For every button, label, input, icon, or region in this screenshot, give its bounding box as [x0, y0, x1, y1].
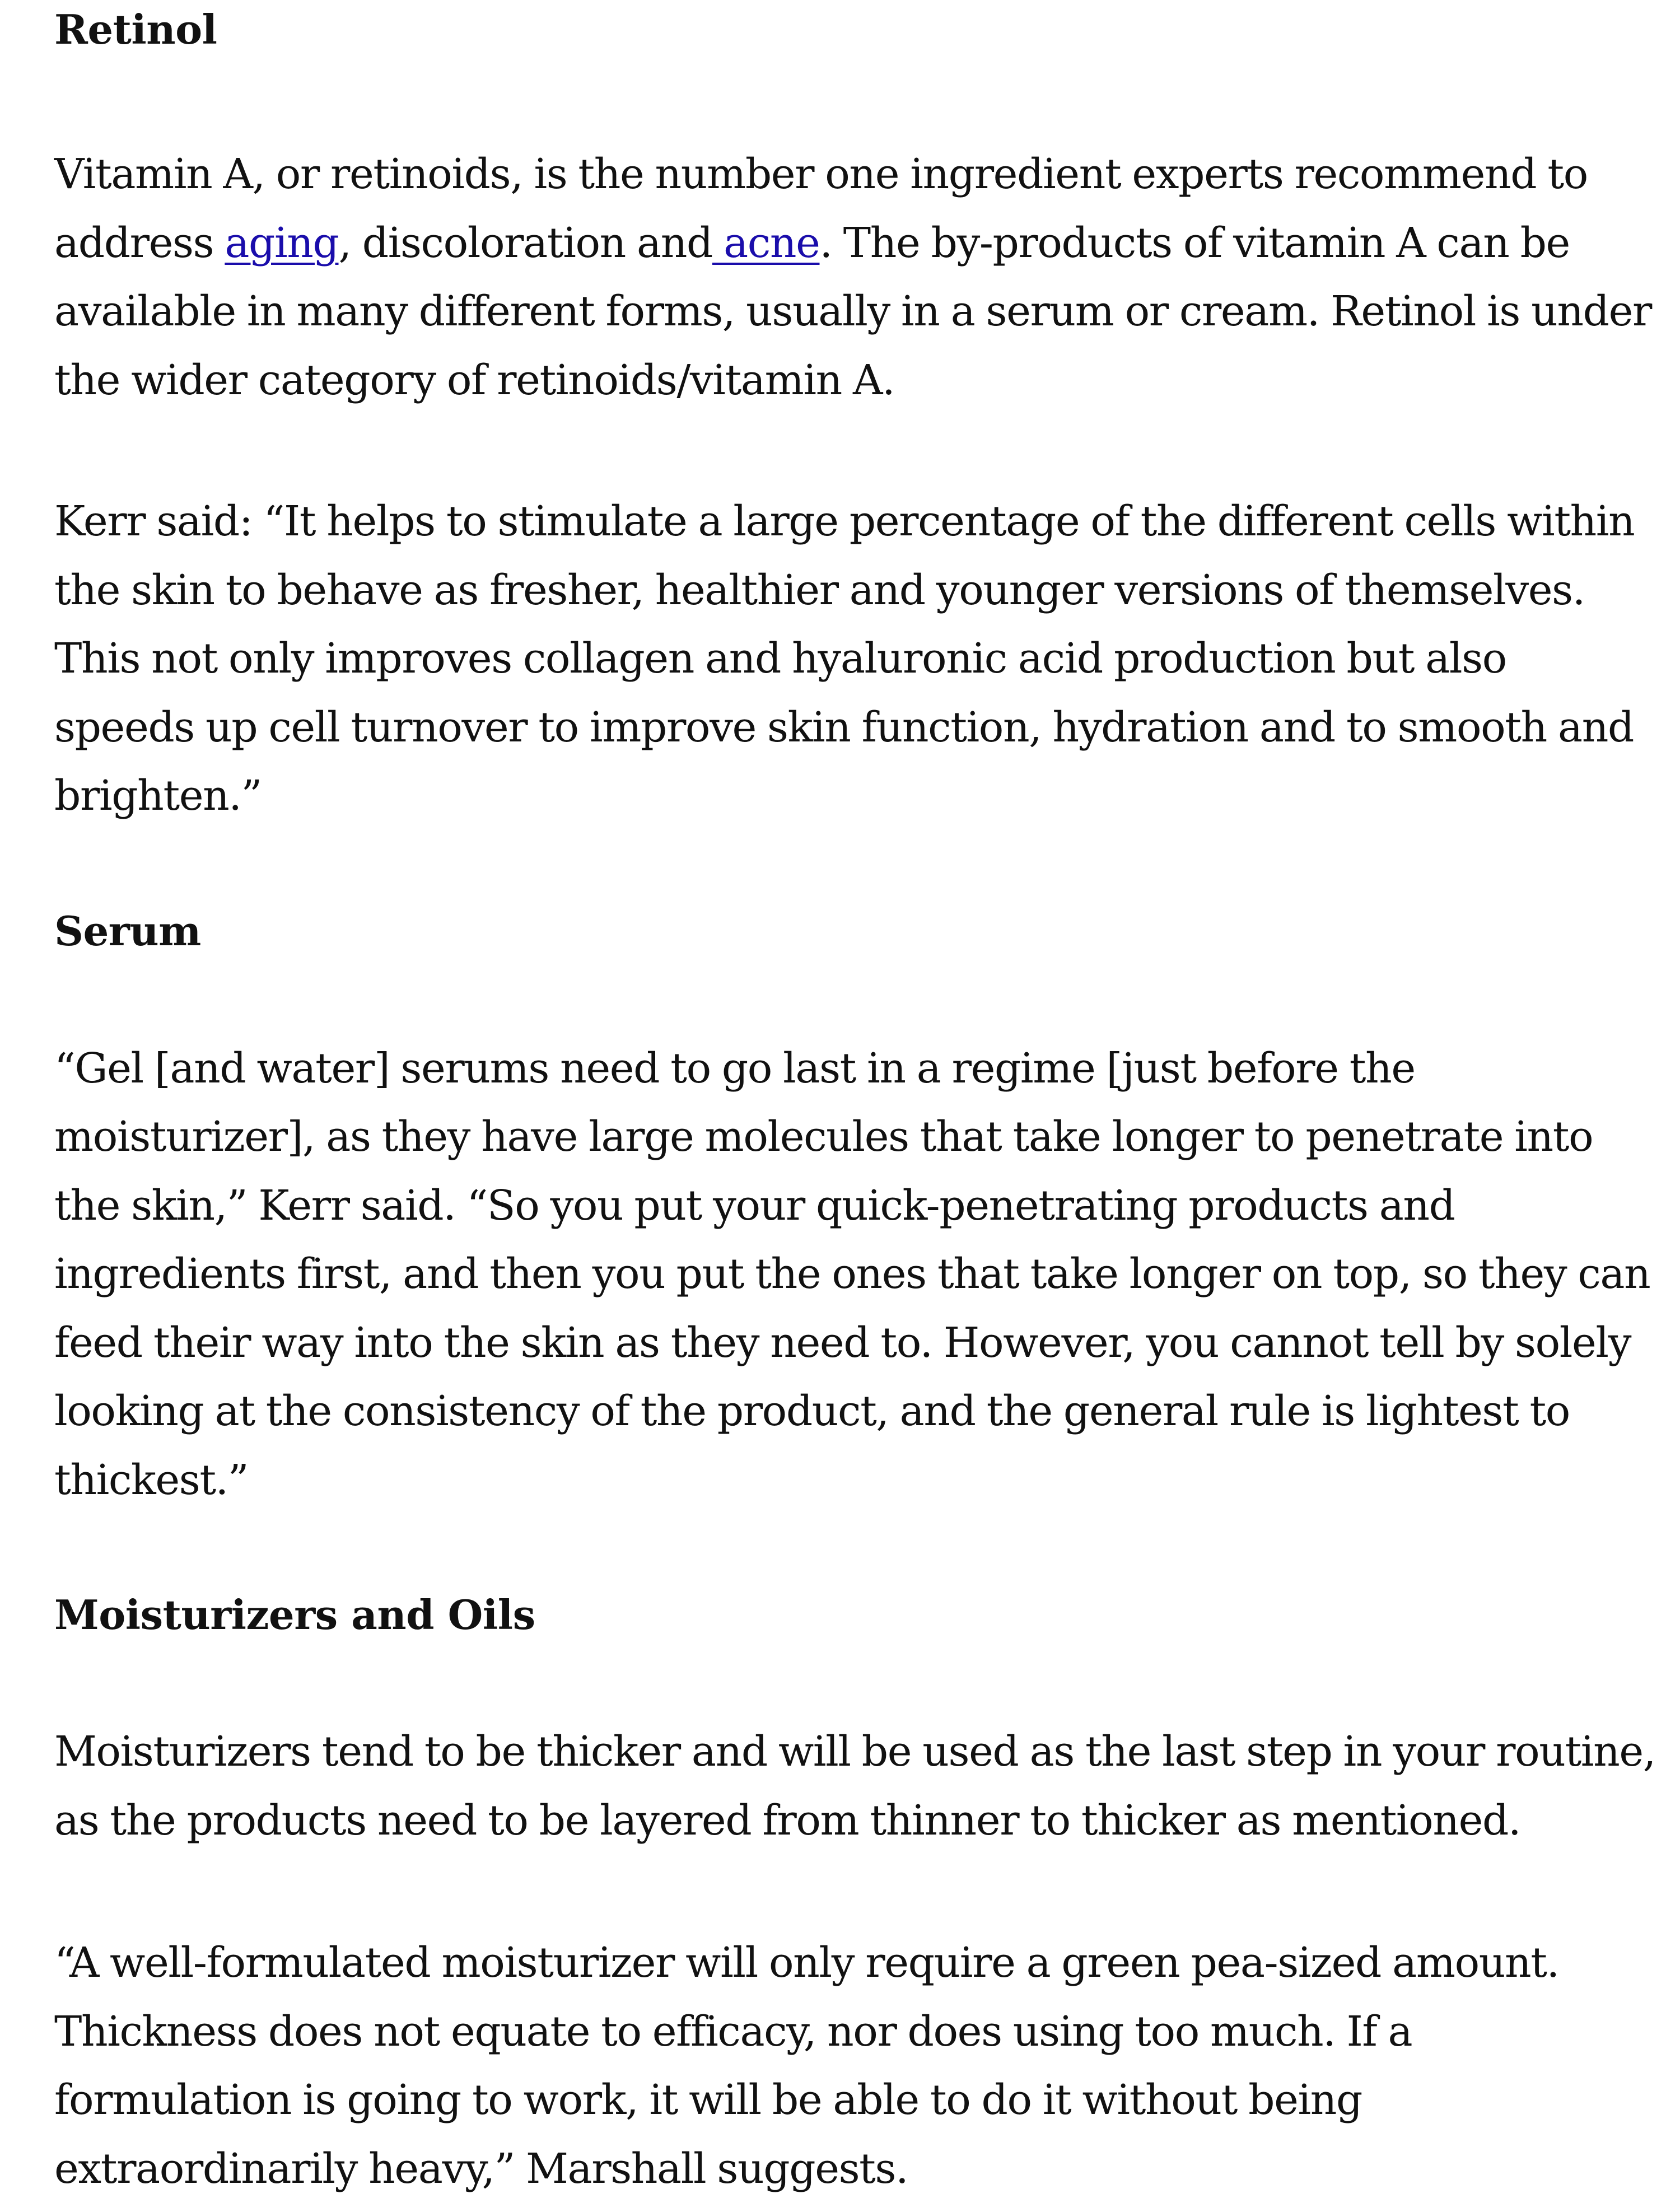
paragraph-retinol-intro [54, 140, 1656, 414]
paragraph-moisturizers-quote: “A well-formulated moisturizer will only require a green pea-sized amount. Thickness does not equate to efficacy, nor does using too much. If a formulation is going to work, it will be able to do it without being extraordinarily heavy,” Marshall suggests. [54, 1939, 1559, 2193]
paragraph-retinol-quote: Kerr said: “It helps to stimulate a large percentage of the different cells within the skin to behave as fresher, healthier and younger versions of themselves. This not only improves collagen and hyaluronic acid production but also speeds up cell turnover to improve skin function, hydration and to smooth and brighten.” [54, 497, 1635, 820]
paragraph-text: . The by-products of vitamin A can be available in many different forms, usually in a serum or cream. Retinol is under the wider category of retinoids/vitamin A. [54, 218, 1651, 404]
link-acne[interactable]: acne [712, 218, 820, 267]
paragraph-moisturizers-intro: Moisturizers tend to be thicker and will be used as the last step in your routine, as the products need to be layered from thinner to thicker as mentioned. [54, 1728, 1655, 1845]
link-aging[interactable]: aging [225, 218, 339, 267]
section-heading-retinol: Retinol [54, 6, 217, 53]
section-heading-serum: Serum [54, 907, 201, 955]
paragraph-text: Vitamin A, or retinoids, is the number one ingredient experts recommend to address [54, 150, 1588, 267]
paragraph-serum-quote: “Gel [and water] serums need to go last in a regime [just before the moisturizer], as they have large molecules that take longer to penetrate into the skin,” Kerr said. “So you put your quick-penetrating products and ingredients first, and then you put the ones that take longer on top, so they can feed their way into the skin as they need to. However, you cannot tell by solely looking at the consistency of the product, and the general rule is lightest to thickest.” [54, 1044, 1650, 1504]
article-body [54, 0, 1656, 2203]
paragraph-text: , discoloration and [338, 218, 712, 267]
section-heading-moisturizers: Moisturizers and Oils [54, 1591, 535, 1639]
